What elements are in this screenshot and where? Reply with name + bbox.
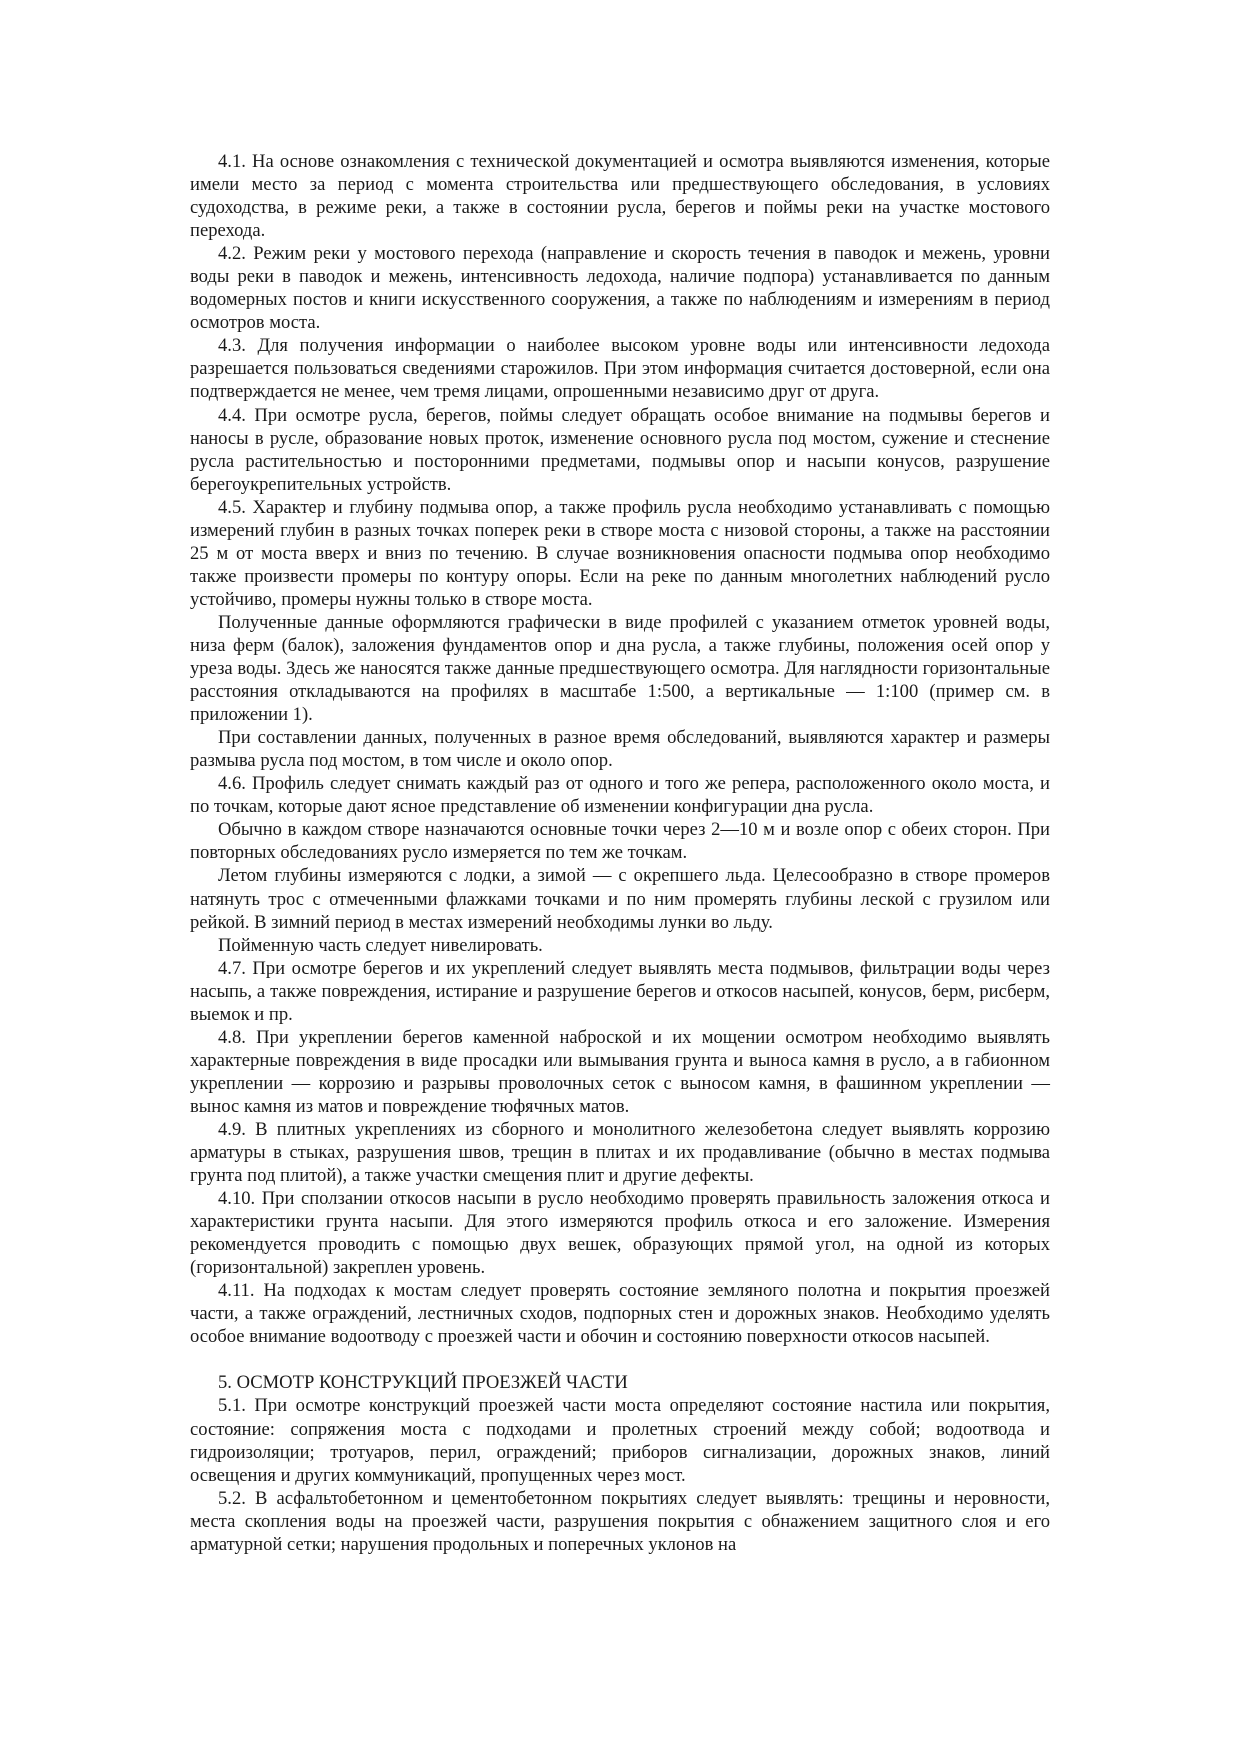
paragraph-5-2: 5.2. В асфальтобетонном и цементобетонном покрытиях следует выявлять: трещины и неровности, места скопления воды на проезжей части, разрушения покрытия с обнажением защитного слоя и его арматурной сетки; нарушения продольных и поперечных уклонов на xyxy=(190,1487,1050,1555)
paragraph-4-2: 4.2. Режим реки у мостового перехода (направление и скорость течения в паводок и межень, уровни воды реки в паводок и межень, интенсивность ледохода, наличие подпора) устанавливается по данным водомерных постов и книги искусственного сооружения, а также по наблюдениям и измерениям в период осмотров моста. xyxy=(190,243,1050,334)
paragraph-4-8: 4.8. При укреплении берегов каменной наброской и их мощении осмотром необходимо выявлять характерные повреждения в виде просадки или вымывания грунта и выноса камня в русло, а в габионном укреплении — коррозию и разрывы проволочных сеток с выносом камня, в фашинном укреплении — вынос камня из матов и повреждение тюфячных матов. xyxy=(190,1026,1050,1117)
section-spacer xyxy=(190,1348,1050,1371)
paragraph-4-5: 4.5. Характер и глубину подмыва опор, а также профиль русла необходимо устанавливать с помощью измерений глубин в разных точках поперек реки в створе моста с низовой стороны, а также на расстоянии 25 м от моста вверх и вниз по течению. В случае возникновения опасности подмыва опор необходимо также произвести промеры по контуру опоры. Если на реке по данным многолетних наблюдений русло устойчиво, промеры нужны только в створе моста. xyxy=(190,496,1050,610)
paragraph-4-6-points: Обычно в каждом створе назначаются основные точки через 2—10 м и возле опор с обеих сторон. При повторных обследованиях русло измеряется по тем же точкам. xyxy=(190,819,1050,864)
paragraph-4-7: 4.7. При осмотре берегов и их укреплений следует выявлять места подмывов, фильтрации воды через насыпь, а также повреждения, истирание и разрушение берегов и откосов насыпей, конусов, берм, рисберм, выемок и пр. xyxy=(190,957,1050,1025)
paragraph-4-11: 4.11. На подходах к мостам следует проверять состояние земляного полотна и покрытия проезжей части, а также ограждений, лестничных сходов, подпорных стен и дорожных знаков. Необходимо уделять особое внимание водоотводу с проезжей части и обочин и состоянию поверхности откосов насыпей. xyxy=(190,1280,1050,1348)
paragraph-4-5-comparison: При составлении данных, полученных в разное время обследований, выявляются характер и размеры размыва русла под мостом, в том числе и около опор. xyxy=(190,727,1050,772)
paragraph-4-3: 4.3. Для получения информации о наиболее высоком уровне воды или интенсивности ледохода разрешается пользоваться сведениями старожилов. При этом информация считается достоверной, если она подтверждается не менее, чем тремя лицами, опрошенными независимо друг от друга. xyxy=(190,335,1050,403)
section-heading: 5. ОСМОТР КОНСТРУКЦИЙ ПРОЕЗЖЕЙ ЧАСТИ xyxy=(218,1372,628,1394)
paragraph-4-4: 4.4. При осмотре русла, берегов, поймы следует обращать особое внимание на подмывы берегов и наносы в русле, образование новых проток, изменение основного русла под мостом, сужение и стеснение русла растительностью и посторонними предметами, подмывы опор и насыпи конусов, разрушение берегоукрепительных устройств. xyxy=(190,404,1050,495)
paragraph-4-9: 4.9. В плитных укреплениях из сборного и монолитного железобетона следует выявлять коррозию арматуры в стыках, разрушения швов, трещин в плитах и их продавливание (обычно в местах подмыва грунта под плитой), а также участки смещения плит и другие дефекты. xyxy=(190,1118,1050,1187)
paragraph-5-1: 5.1. При осмотре конструкций проезжей части моста определяют состояние настила или покрытия, состояние: сопряжения моста с подходами и пролетных строений между собой; водоотвода и гидроизоляции; тротуаров, перил, ограждений; приборов сигнализации, дорожных знаков, линий освещения и других коммуникаций, пропущенных через мост. xyxy=(190,1395,1050,1486)
paragraph-4-1: 4.1. На основе ознакомления с технической документацией и осмотра выявляются изменения, которые имели место за период с момента строительства или предшествующего обследования, в условиях судоходства, в режиме реки, а также в состоянии русла, берегов и поймы реки на участке мостового перехода. xyxy=(190,151,1050,242)
paragraph-4-6-floodplain: Пойменную часть следует нивелировать. xyxy=(218,934,543,956)
document-page xyxy=(190,150,1050,1556)
paragraph-4-5-profiles: Полученные данные оформляются графически в виде профилей с указанием отметок уровней воды, низа ферм (балок), заложения фундаментов опор и дна русла, а также глубины, положения осей опор у уреза воды. Здесь же наносятся также данные предшествующего осмотра. Для наглядности горизонтальные расстояния откладываются на профилях в масштабе 1:500, а вертикальные — 1:100 (пример см. в приложении 1). xyxy=(190,611,1050,726)
paragraph-4-10: 4.10. При сползании откосов насыпи в русло необходимо проверять правильность заложения откоса и характеристики грунта насыпи. Для этого измеряются профиль откоса и его заложение. Измерения рекомендуется проводить с помощью двух вешек, образующих прямой угол, на одной из которых (горизонтальной) закреплен уровень. xyxy=(190,1188,1050,1279)
paragraph-4-6: 4.6. Профиль следует снимать каждый раз от одного и того же репера, расположенного около моста, и по точкам, которые дают ясное представление об изменении конфигурации дна русла. xyxy=(190,773,1050,818)
paragraph-4-6-measurement: Летом глубины измеряются с лодки, а зимой — с окрепшего льда. Целесообразно в створе промеров натянуть трос с отмеченными флажками точками и по ним промерять глубины леской с грузилом или рейкой. В зимний период в местах измерений необходимы лунки во льду. xyxy=(190,865,1050,933)
